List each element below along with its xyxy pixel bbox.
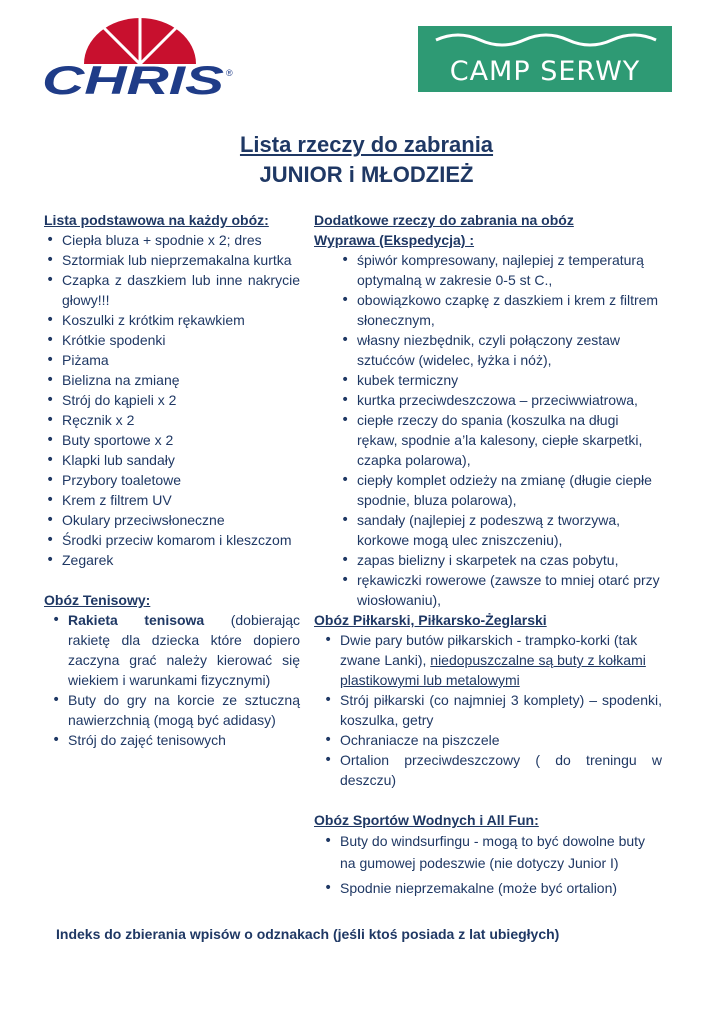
- chris-logo: [42, 18, 238, 98]
- list-item: • własny niezbędnik, czyli połączony zestaw sztućców (widelec, łyżka i nóż),: [314, 330, 662, 370]
- list-item: • Koszulki z krótkim rękawkiem: [44, 310, 300, 330]
- list-item: • Ortalion przeciwdeszczowy ( do treningu w deszczu): [314, 750, 662, 790]
- list-item: • Krótkie spodenki: [44, 330, 300, 350]
- title-line-2: JUNIOR i MŁODZIEŻ: [259, 162, 474, 187]
- football-list: [314, 630, 662, 790]
- list-item: • Okulary przeciwsłoneczne: [44, 510, 300, 530]
- extra-items-heading: Dodatkowe rzeczy do zabrania na obóz: [314, 212, 574, 228]
- list-item: • Strój do kąpieli x 2: [44, 390, 300, 410]
- chris-wordmark: CHRIS: [42, 59, 225, 98]
- list-item: • ciepły komplet odzieży na zmianę (długie ciepłe spodnie, bluza polarowa),: [314, 470, 662, 510]
- basic-list: [44, 230, 300, 570]
- camp-serwy-logo: [418, 26, 672, 92]
- tennis-heading: Obóz Tenisowy:: [44, 592, 151, 608]
- tennis-racket-label: Rakieta tenisowa: [68, 612, 205, 628]
- water-sports-heading: Obóz Sportów Wodnych i All Fun:: [314, 812, 539, 828]
- list-item: • ciepłe rzeczy do spania (koszulka na długi rękaw, spodnie a’la kalesony, ciepłe skarpetki, czapka polarowa),: [314, 410, 662, 470]
- football-boots-warning: niedopuszczalne są buty z kołkami plastikowymi lub metalowymi: [340, 652, 646, 688]
- list-item: • Buty do gry na korcie ze sztuczną nawierzchnią (mogą być adidasy): [44, 690, 300, 730]
- list-item: • Buty sportowe x 2: [44, 430, 300, 450]
- expedition-heading: Wyprawa (Ekspedycja) :: [314, 232, 475, 248]
- list-item: • Sztormiak lub nieprzemakalna kurtka: [44, 250, 300, 270]
- list-item: • Ręcznik x 2: [44, 410, 300, 430]
- water-sports-list: [314, 830, 662, 899]
- list-item: • Buty do windsurfingu - mogą to być dowolne buty na gumowej podeszwie (nie dotyczy Junior I): [314, 830, 662, 874]
- left-column: [44, 210, 300, 750]
- list-item: • kurtka przeciwdeszczowa – przeciwwiatrowa,: [314, 390, 662, 410]
- list-item: • Zegarek: [44, 550, 300, 570]
- list-item: • Krem z filtrem UV: [44, 490, 300, 510]
- list-item: • Ciepła bluza + spodnie x 2; dres: [44, 230, 300, 250]
- page-title: [0, 130, 725, 190]
- list-item: • rękawiczki rowerowe (zawsze to mniej otarć przy wiosłowaniu),: [314, 570, 662, 610]
- title-line-1: Lista rzeczy do zabrania: [239, 132, 494, 157]
- list-item: • Strój piłkarski (co najmniej 3 komplety) – spodenki, koszulka, getry: [314, 690, 662, 730]
- badge-index-note: Indeks do zbierania wpisów o odznakach (jeśli ktoś posiada z lat ubiegłych): [56, 926, 560, 942]
- list-item: • Środki przeciw komarom i kleszczom: [44, 530, 300, 550]
- list-item: • Czapka z daszkiem lub inne nakrycie głowy!!!: [44, 270, 300, 310]
- list-item: • Strój do zajęć tenisowych: [44, 730, 300, 750]
- list-item: • Bielizna na zmianę: [44, 370, 300, 390]
- list-item: [314, 630, 662, 690]
- camp-serwy-wordmark: CAMP SERWY: [449, 56, 641, 87]
- tennis-racket-note: (dobierając rakietę dla dziecka które dopiero zaczyna grać należy kierować się wiekiem i warunkami fizycznymi): [68, 612, 300, 688]
- list-item: • Ochraniacze na piszczele: [314, 730, 662, 750]
- list-item: • obowiązkowo czapkę z daszkiem i krem z filtrem słonecznym,: [314, 290, 662, 330]
- list-item: • Klapki lub sandały: [44, 450, 300, 470]
- right-column: [314, 210, 662, 902]
- football-boots-text: Dwie pary butów piłkarskich - trampko-korki (tak zwane Lanki),: [340, 632, 638, 668]
- list-item: • zapas bielizny i skarpetek na czas pobytu,: [314, 550, 662, 570]
- list-item: • śpiwór kompresowany, najlepiej z temperaturą optymalną w zakresie 0-5 st C.,: [314, 250, 662, 290]
- basic-list-heading: Lista podstawowa na każdy obóz:: [44, 212, 269, 228]
- list-item: • sandały (najlepiej z podeszwą z tworzywa, korkowe mogą ulec zniszczeniu),: [314, 510, 662, 550]
- expedition-list: [314, 250, 662, 610]
- registered-mark: ®: [226, 68, 233, 78]
- list-item: [44, 610, 300, 690]
- list-item: • Spodnie nieprzemakalne (może być ortalion): [314, 877, 662, 899]
- list-item: • Przybory toaletowe: [44, 470, 300, 490]
- list-item: • kubek termiczny: [314, 370, 662, 390]
- tennis-list: [44, 610, 300, 750]
- football-heading: Obóz Piłkarski, Piłkarsko-Żeglarski: [314, 612, 547, 628]
- list-item: • Piżama: [44, 350, 300, 370]
